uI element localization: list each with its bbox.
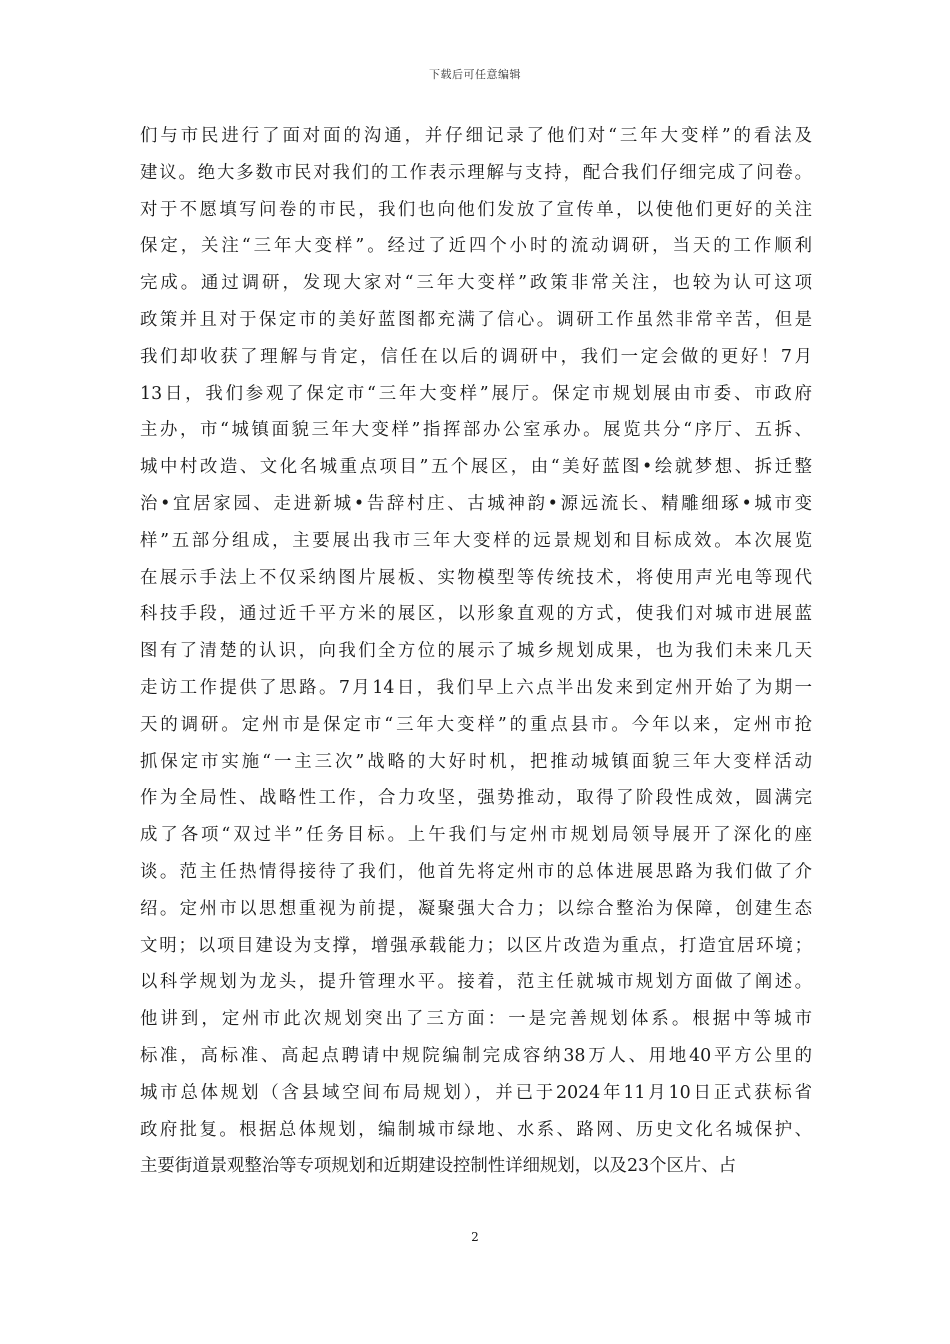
body-text	[140, 118, 812, 1185]
text-line: 天的调研。定州市是保定市“三年大变样”的重点县市。今年以来，定州市抢	[140, 714, 812, 735]
text-line: 抓保定市实施“一主三次”战略的大好时机，把推动城镇面貌三年大变样活动	[140, 751, 812, 772]
text-line: 作为全局性、战略性工作，合力攻坚，强势推动，取得了阶段性成效，圆满完	[140, 788, 812, 809]
text-line: 科技手段，通过近千平方米的展区，以形象直观的方式，使我们对城市进展蓝	[140, 604, 812, 625]
text-line: 标准，高标准、高起点聘请中规院编制完成容纳38万人、用地40平方公里的	[140, 1045, 812, 1066]
text-line: 他讲到，定州市此次规划突出了三方面：一是完善规划体系。根据中等城市	[140, 1009, 812, 1030]
text-line: 保定，关注“三年大变样”。经过了近四个小时的流动调研，当天的工作顺利	[140, 236, 812, 257]
text-line: 对于不愿填写问卷的市民，我们也向他们发放了宣传单，以使他们更好的关注	[140, 199, 812, 220]
text-line: 建议。绝大多数市民对我们的工作表示理解与支持，配合我们仔细完成了问卷。	[140, 162, 812, 183]
text-line: 以科学规划为龙头，提升管理水平。接着，范主任就城市规划方面做了阐述。	[140, 972, 812, 993]
text-line: 完成。通过调研，发现大家对“三年大变样”政策非常关注，也较为认可这项	[140, 273, 812, 294]
text-line: 文明；以项目建设为支撑，增强承载能力；以区片改造为重点，打造宜居环境；	[140, 935, 812, 956]
text-line: 绍。定州市以思想重视为前提，凝聚强大合力；以综合整治为保障，创建生态	[140, 898, 812, 919]
page-header: 下载后可任意编辑	[429, 68, 521, 81]
text-line: 城市总体规划（含县域空间布局规划），并已于2024年11月10日正式获标省	[140, 1082, 812, 1103]
text-line: 治•宜居家园、走进新城•告辞村庄、古城神韵•源远流长、精雕细琢•城市变	[140, 493, 812, 514]
text-line: 走访工作提供了思路。7月14日，我们早上六点半出发来到定州开始了为期一	[140, 677, 812, 698]
text-line: 成了各项“双过半”任务目标。上午我们与定州市规划局领导展开了深化的座	[140, 825, 812, 846]
text-line: 城中村改造、文化名城重点项目”五个展区，由“美好蓝图•绘就梦想、拆迁整	[140, 457, 812, 478]
text-line: 样”五部分组成，主要展出我市三年大变样的远景规划和目标成效。本次展览	[140, 530, 812, 551]
text-line: 在展示手法上不仅采纳图片展板、实物模型等传统技术，将使用声光电等现代	[140, 567, 812, 588]
text-line: 我们却收获了理解与肯定，信任在以后的调研中，我们一定会做的更好！7月	[140, 346, 812, 367]
text-line: 政策并且对于保定市的美好蓝图都充满了信心。调研工作虽然非常辛苦，但是	[140, 309, 812, 330]
text-line: 13日，我们参观了保定市“三年大变样”展厅。保定市规划展由市委、市政府	[140, 383, 812, 404]
page-number: 2	[471, 1230, 479, 1244]
text-line: 谈。范主任热情得接待了我们，他首先将定州市的总体进展思路为我们做了介	[140, 861, 812, 882]
text-line: 主办，市“城镇面貌三年大变样”指挥部办公室承办。展览共分“序厅、五拆、	[140, 420, 812, 441]
text-line: 政府批复。根据总体规划，编制城市绿地、水系、路网、历史文化名城保护、	[140, 1119, 812, 1140]
text-line: 们与市民进行了面对面的沟通，并仔细记录了他们对“三年大变样”的看法及	[140, 126, 812, 146]
text-line: 主要街道景观整治等专项规划和近期建设控制性详细规划，以及23个区片、占	[140, 1156, 737, 1177]
text-line: 图有了清楚的认识，向我们全方位的展示了城乡规划成果，也为我们未来几天	[140, 641, 812, 662]
